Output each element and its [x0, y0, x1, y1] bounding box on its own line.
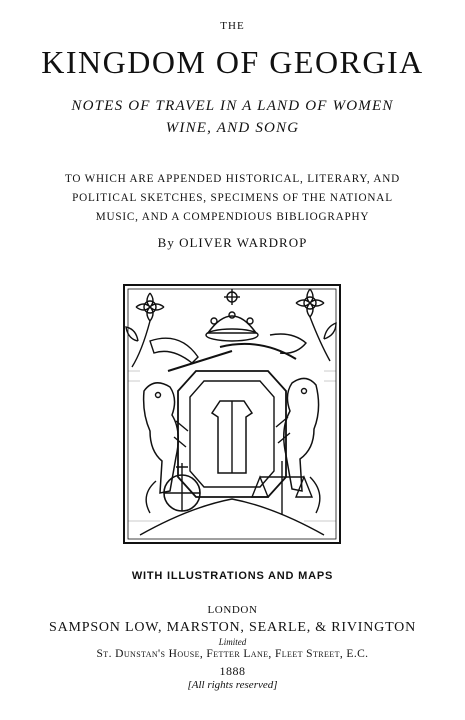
title-prefix: THE	[220, 20, 245, 32]
publication-city: LONDON	[207, 604, 258, 616]
appended-line-2: POLITICAL SKETCHES, SPECIMENS OF THE NATIONAL	[72, 192, 393, 204]
subtitle-line-2: WINE, AND SONG	[165, 120, 300, 136]
rights-notice: [All rights reserved]	[187, 679, 278, 691]
illustrations-note: WITH ILLUSTRATIONS AND MAPS	[131, 570, 334, 582]
publication-year: 1888	[219, 664, 246, 678]
subtitle-line-1: NOTES OF TRAVEL IN A LAND OF WOMEN	[71, 98, 394, 114]
appended-line-3: MUSIC, AND A COMPENDIOUS BIBLIOGRAPHY	[95, 211, 370, 223]
author-line: By OLIVER WARDROP	[157, 235, 308, 250]
georgian-royal-arms-icon	[120, 281, 344, 547]
publisher-suffix: Limited	[218, 637, 247, 647]
publisher-address: St. Dunstan's House, Fetter Lane, Fleet Street, E.C.	[96, 648, 369, 660]
publisher-name: SAMPSON LOW, MARSTON, SEARLE, & RIVINGTON	[48, 620, 417, 635]
appended-line-1: TO WHICH ARE APPENDED HISTORICAL, LITERARY, AND	[64, 173, 401, 185]
book-title: KINGDOM OF GEORGIA	[41, 44, 424, 80]
